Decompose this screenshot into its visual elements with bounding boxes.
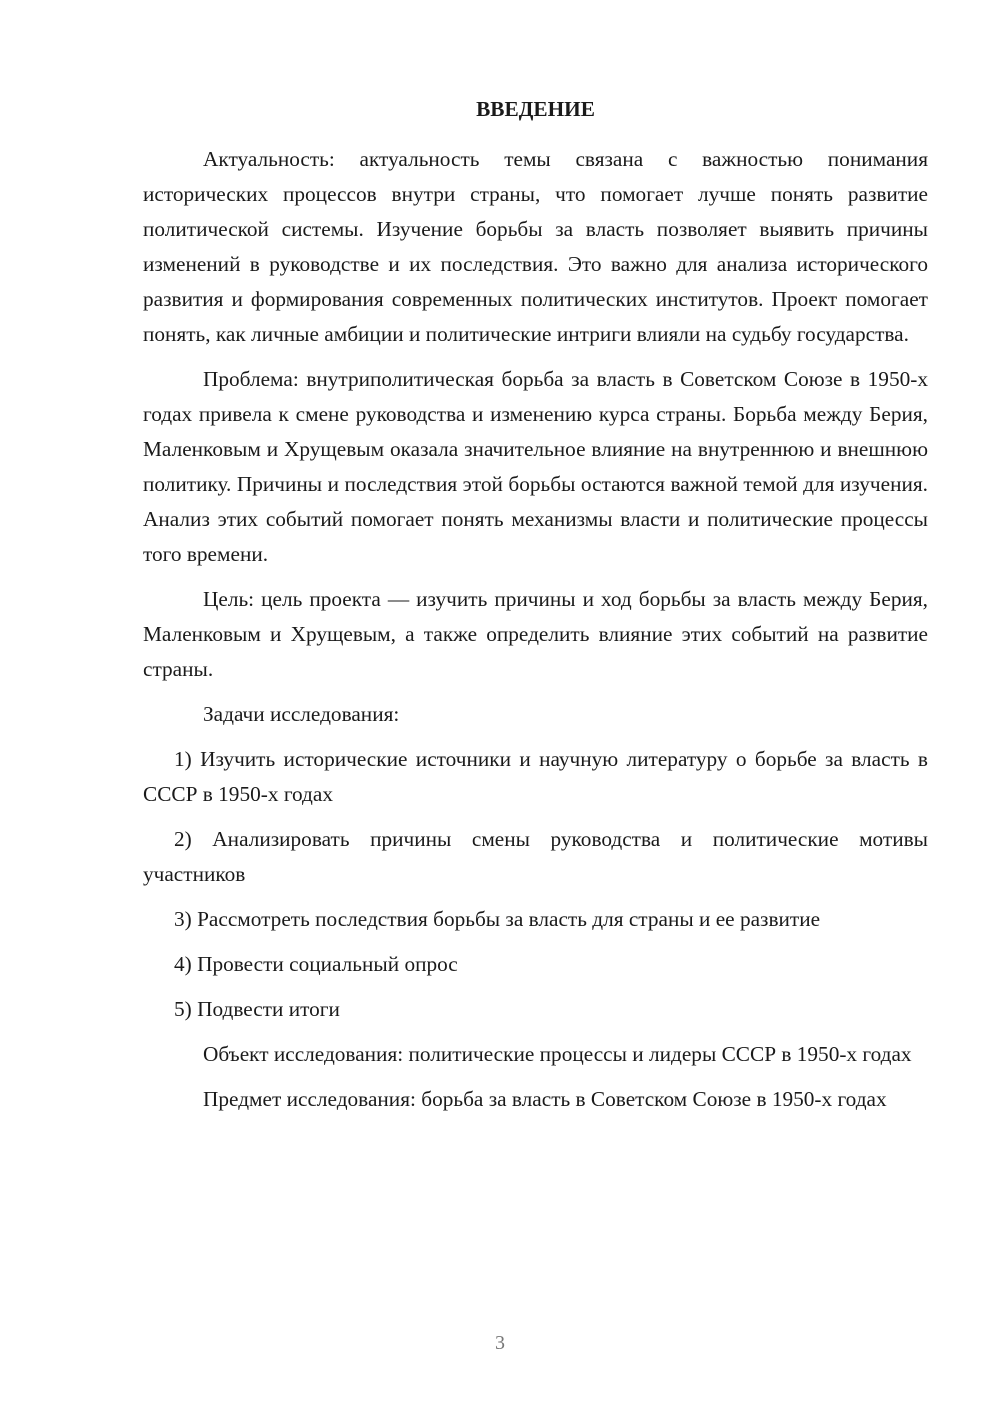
page-number: 3: [495, 1332, 505, 1354]
paragraph-goal: Цель: цель проекта — изучить причины и ход борьбы за власть между Берия, Маленковым и Хрущевым, а также определить влияние этих событий на развитие страны.: [143, 587, 928, 681]
task-item-3: 3) Рассмотреть последствия борьбы за власть для страны и ее развитие: [174, 907, 821, 931]
paragraph-relevance: Актуальность: актуальность темы связана с важностью понимания исторических процессов внутри страны, что помогает лучше понять развитие политической системы. Изучение борьбы за власть позволяет выявить причины изменений в руководстве и их последствия. Это важно для анализа исторического развития и формирования современных политических институтов. Проект помогает понять, как личные амбиции и политические интриги влияли на судьбу государства.: [143, 147, 928, 346]
paragraph-subject: Предмет исследования: борьба за власть в Советском Союзе в 1950-х годах: [203, 1087, 887, 1111]
paragraph-object: Объект исследования: политические процессы и лидеры СССР в 1950-х годах: [203, 1042, 912, 1066]
task-item-4: 4) Провести социальный опрос: [174, 952, 458, 976]
document-page: [143, 92, 928, 1127]
section-title: ВВЕДЕНИЕ: [476, 97, 595, 121]
paragraph-tasks-heading: Задачи исследования:: [203, 702, 400, 726]
task-item-1: 1) Изучить исторические источники и научную литературу о борьбе за власть в СССР в 1950-х годах: [143, 747, 928, 806]
task-item-5: 5) Подвести итоги: [174, 997, 340, 1021]
task-item-2: 2) Анализировать причины смены руководства и политические мотивы участников: [143, 827, 928, 886]
paragraph-problem: Проблема: внутриполитическая борьба за власть в Советском Союзе в 1950-х годах привела к смене руководства и изменению курса страны. Борьба между Берия, Маленковым и Хрущевым оказала значительное влияние на внутреннюю и внешнюю политику. Причины и последствия этой борьбы остаются важной темой для изучения. Анализ этих событий помогает понять механизмы власти и политические процессы того времени.: [143, 367, 928, 566]
